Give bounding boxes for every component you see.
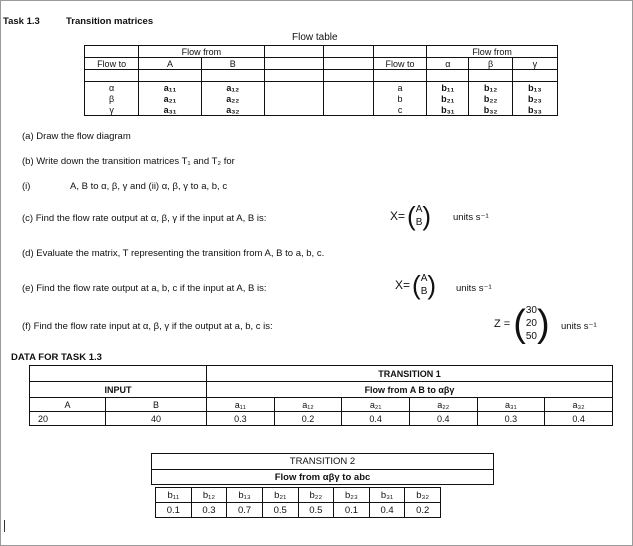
t2-col: b₁₂ bbox=[191, 488, 227, 503]
blank-cell bbox=[324, 104, 374, 116]
data-title: DATA FOR TASK 1.3 bbox=[11, 352, 102, 363]
blank-cell bbox=[264, 82, 324, 94]
t1-col: a₃₂ bbox=[545, 398, 613, 412]
from-col-B: B bbox=[201, 58, 264, 70]
t2-col: b₂₃ bbox=[334, 488, 370, 503]
blank-head-left bbox=[85, 46, 139, 58]
t1-val: 0.4 bbox=[409, 412, 477, 426]
transition2-sub: Flow from αβγ to abc bbox=[152, 470, 494, 485]
cell-a12: a₁₂ bbox=[201, 82, 264, 94]
cell-b21: b₂₁ bbox=[427, 93, 469, 104]
units-c: units s⁻¹ bbox=[453, 212, 489, 223]
blank-cell bbox=[201, 70, 264, 82]
right-paren: ) bbox=[427, 270, 437, 300]
t1-col: a₁₁ bbox=[207, 398, 275, 412]
vec-entry: 20 bbox=[525, 318, 537, 329]
x-label: X= bbox=[390, 209, 406, 223]
cell-b31: b₃₁ bbox=[427, 104, 469, 116]
blank-cell bbox=[324, 93, 374, 104]
cell-a31: a₃₁ bbox=[139, 104, 202, 116]
transition2-header bbox=[151, 453, 494, 485]
blank-head-right bbox=[373, 46, 426, 58]
cell-a32: a₃₂ bbox=[201, 104, 264, 116]
table-row bbox=[156, 503, 441, 518]
x-label: X= bbox=[395, 278, 411, 292]
vector-x-c bbox=[390, 203, 431, 229]
question-i-label: (i) bbox=[22, 181, 31, 192]
blank-cell bbox=[324, 70, 374, 82]
t1-val: 0.3 bbox=[207, 412, 275, 426]
from-col-beta: β bbox=[469, 58, 512, 70]
cell-b32: b₃₂ bbox=[469, 104, 512, 116]
flow-from-right: Flow from bbox=[427, 46, 558, 58]
blank-spacer-b bbox=[324, 46, 374, 58]
question-a: (a) Draw the flow diagram bbox=[22, 131, 131, 142]
vec-entry: 30 bbox=[525, 305, 537, 316]
vec-entry: A bbox=[420, 273, 428, 284]
blank-cell bbox=[427, 70, 469, 82]
flow-table-caption: Flow table bbox=[292, 32, 338, 43]
question-d: (d) Evaluate the matrix, T representing the transition from A, B to a, b, c. bbox=[22, 248, 325, 259]
t1-col: a₂₂ bbox=[409, 398, 477, 412]
blank-cell bbox=[512, 70, 557, 82]
transition2-table bbox=[155, 487, 441, 518]
task-label: Task 1.3 bbox=[3, 16, 40, 27]
blank-cell bbox=[85, 70, 139, 82]
t1-col: a₃₁ bbox=[477, 398, 545, 412]
t1-val: 0.4 bbox=[342, 412, 410, 426]
vec-entry: 50 bbox=[525, 331, 537, 342]
from-col-A: A bbox=[139, 58, 202, 70]
left-paren: ( bbox=[513, 302, 526, 345]
t2-col: b₃₂ bbox=[405, 488, 441, 503]
transition2-title: TRANSITION 2 bbox=[152, 454, 494, 470]
blank-cell bbox=[264, 104, 324, 116]
transition1-title: TRANSITION 1 bbox=[207, 366, 613, 382]
table-row bbox=[85, 82, 558, 94]
cell-b23: b₂₃ bbox=[512, 93, 557, 104]
t2-col: b₁₁ bbox=[156, 488, 192, 503]
to-gamma: γ bbox=[85, 104, 139, 116]
units-e: units s⁻¹ bbox=[456, 283, 492, 294]
t1-val: 0.3 bbox=[477, 412, 545, 426]
right-paren: ) bbox=[422, 201, 432, 231]
flow-table-grid bbox=[84, 45, 558, 116]
cell-b12: b₁₂ bbox=[469, 82, 512, 94]
question-b: (b) Write down the transition matrices T₁ and T₂ for bbox=[22, 156, 235, 167]
question-f: (f) Find the flow rate input at α, β, γ if the output at a, b, c is: bbox=[22, 321, 273, 332]
flow-table bbox=[84, 45, 558, 119]
blank-spacer-a bbox=[264, 46, 324, 58]
question-e: (e) Find the flow rate output at a, b, c if the input at A, B is: bbox=[22, 283, 267, 294]
cell-b11: b₁₁ bbox=[427, 82, 469, 94]
flow-to-left: Flow to bbox=[85, 58, 139, 70]
to-b: b bbox=[373, 93, 426, 104]
question-i-text: A, B to α, β, γ and (ii) α, β, γ to a, b, c bbox=[70, 181, 228, 192]
t1-col: a₂₁ bbox=[342, 398, 410, 412]
to-c: c bbox=[373, 104, 426, 116]
from-col-gamma: γ bbox=[512, 58, 557, 70]
units-f: units s⁻¹ bbox=[561, 321, 597, 332]
question-c: (c) Find the flow rate output at α, β, γ if the input at A, B is: bbox=[22, 213, 267, 224]
cell-a21: a₂₁ bbox=[139, 93, 202, 104]
data-table bbox=[29, 365, 613, 426]
table-row bbox=[30, 412, 613, 426]
vec-entry: A bbox=[415, 204, 423, 215]
blank-cell bbox=[264, 58, 324, 70]
cell-a22: a₂₂ bbox=[201, 93, 264, 104]
left-paren: ( bbox=[412, 270, 421, 300]
blank-cell bbox=[264, 70, 324, 82]
flow-from-left: Flow from bbox=[139, 46, 265, 58]
t2-val: 0.7 bbox=[227, 503, 263, 518]
vector-x-e bbox=[395, 272, 436, 298]
blank-cell bbox=[139, 70, 202, 82]
to-a: a bbox=[373, 82, 426, 94]
t2-val: 0.1 bbox=[334, 503, 370, 518]
text-cursor bbox=[4, 520, 5, 532]
task-title: Transition matrices bbox=[66, 16, 154, 27]
vec-entry: B bbox=[420, 286, 428, 297]
transition1-sub: Flow from A B to αβγ bbox=[207, 382, 613, 398]
t2-col: b₃₁ bbox=[369, 488, 405, 503]
t2-col: b₁₃ bbox=[227, 488, 263, 503]
t2-val: 0.1 bbox=[156, 503, 192, 518]
t2-val: 0.3 bbox=[191, 503, 227, 518]
cell-a11: a₁₁ bbox=[139, 82, 202, 94]
input-val-A: 20 bbox=[30, 412, 106, 426]
z-label: Z = bbox=[494, 317, 511, 330]
vec-entry: B bbox=[415, 217, 423, 228]
blank-cell bbox=[324, 82, 374, 94]
table-row bbox=[85, 93, 558, 104]
blank-cell bbox=[373, 70, 426, 82]
t2-val: 0.2 bbox=[405, 503, 441, 518]
t1-col: a₁₂ bbox=[274, 398, 342, 412]
input-col-A: A bbox=[30, 398, 106, 412]
input-label: INPUT bbox=[30, 382, 207, 398]
cell-b33: b₃₃ bbox=[512, 104, 557, 116]
vector-stack bbox=[526, 304, 537, 343]
input-val-B: 40 bbox=[106, 412, 207, 426]
to-beta: β bbox=[85, 93, 139, 104]
blank-cell bbox=[264, 93, 324, 104]
vector-stack bbox=[416, 203, 423, 229]
t2-val: 0.5 bbox=[298, 503, 334, 518]
t2-col: b₂₁ bbox=[262, 488, 298, 503]
from-col-alpha: α bbox=[427, 58, 469, 70]
cell-b13: b₁₃ bbox=[512, 82, 557, 94]
blank-cell bbox=[469, 70, 512, 82]
t2-val: 0.5 bbox=[262, 503, 298, 518]
t1-val: 0.2 bbox=[274, 412, 342, 426]
input-col-B: B bbox=[106, 398, 207, 412]
t2-col: b₂₂ bbox=[298, 488, 334, 503]
right-paren: ) bbox=[536, 302, 550, 345]
cell-b22: b₂₂ bbox=[469, 93, 512, 104]
table-row bbox=[85, 104, 558, 116]
flow-to-right: Flow to bbox=[373, 58, 426, 70]
t1-val: 0.4 bbox=[545, 412, 613, 426]
vector-stack bbox=[421, 272, 428, 298]
blank-cell bbox=[30, 366, 207, 382]
vector-z bbox=[494, 304, 550, 343]
left-paren: ( bbox=[407, 201, 416, 231]
t2-val: 0.4 bbox=[369, 503, 405, 518]
to-alpha: α bbox=[85, 82, 139, 94]
blank-cell bbox=[324, 58, 374, 70]
